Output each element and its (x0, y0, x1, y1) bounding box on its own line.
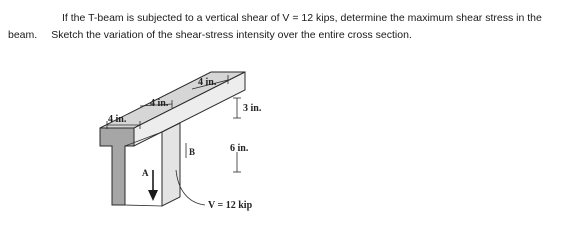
problem-line-1: If the T-beam is subjected to a vertical shear of V = 12 kips, determine the maximum shear stress in the (62, 12, 542, 24)
shear-force-arrow (148, 170, 158, 201)
point-b-label: B (189, 147, 196, 157)
dim-label-flange-thickness: 3 in. (243, 103, 262, 114)
shear-force-label: V = 12 kip (208, 200, 253, 211)
t-beam-drawing (100, 72, 245, 206)
point-a-label: A (142, 168, 149, 178)
dim-label-web-depth: 6 in. (230, 143, 249, 154)
dim-label-flange-right: 4 in. (198, 77, 217, 88)
t-cross-section-front (100, 128, 134, 205)
problem-line-2-rest: Sketch the variation of the shear-stress intensity over the entire cross section. (51, 29, 412, 41)
dim-label-flange-mid: 4 in. (150, 98, 169, 109)
dim-label-flange-left: 4 in. (108, 114, 127, 125)
problem-line-2-prefix: beam. (8, 29, 38, 41)
web-bottom-edge (125, 205, 162, 206)
web-side-face (162, 123, 180, 206)
